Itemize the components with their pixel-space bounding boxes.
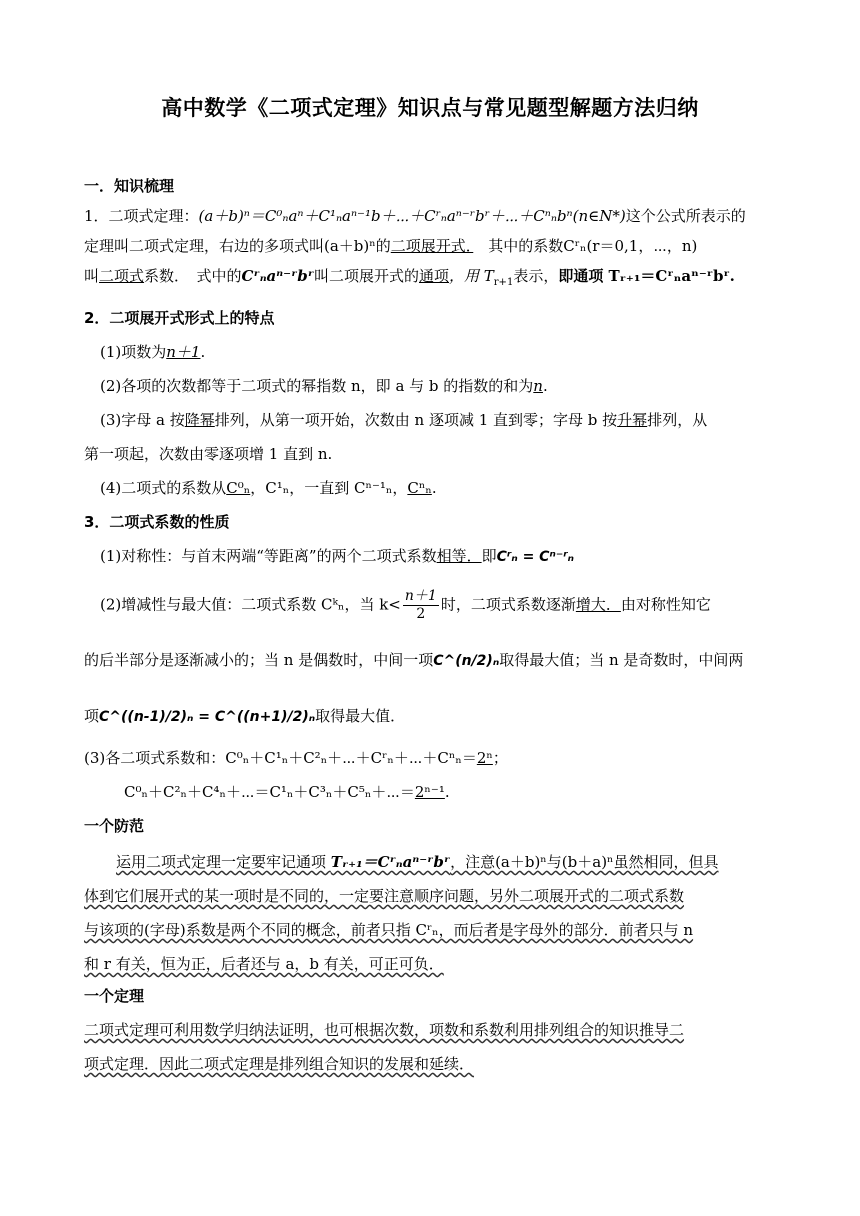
- feature-4-end: .: [431, 479, 437, 497]
- feature-2: [100, 376, 548, 396]
- section-heading-theorem: 一个定理: [84, 987, 145, 1005]
- middle-term-formula: C^(n/2)ₙ: [433, 653, 500, 669]
- binomial-theorem-line-1: [84, 206, 746, 226]
- feature-2-text: (2)各项的次数都等于二项式的幂指数 n，即 a 与 b 的指数的和为: [100, 377, 534, 395]
- item1-term-binomial: 二项式: [99, 267, 145, 285]
- property-1: [100, 546, 574, 567]
- property-3-text: (3)各二项式系数和：C⁰ₙ＋C¹ₙ＋C²ₙ＋⋯＋Cʳₙ＋⋯＋Cⁿₙ＝: [84, 749, 477, 767]
- binomial-theorem-line-2: [84, 236, 697, 256]
- feature-4-last: Cⁿₙ: [407, 479, 432, 497]
- feature-3-line-1: [100, 410, 707, 430]
- item1-line3-a: 叫: [84, 267, 100, 285]
- caution-general-term: Tᵣ₊₁＝Cʳₙaⁿ⁻ʳbʳ: [330, 853, 451, 871]
- feature-1-end: .: [200, 343, 206, 361]
- feature-3-text-c: 排列，从: [647, 411, 708, 429]
- property-3-line-2: [124, 782, 450, 802]
- binomial-formula: (a＋b)ⁿ＝C⁰ₙaⁿ＋C¹ₙaⁿ⁻¹b＋⋯＋Cʳₙaⁿ⁻ʳbʳ＋⋯＋Cⁿₙbⁿ(n∈N*): [198, 207, 626, 225]
- item1-line2-b: 其中的系数Cʳₙ(r＝0,1，⋯，n): [473, 237, 698, 255]
- theorem-line-2: 项式定理．因此二项式定理是排列组合知识的发展和延续．: [84, 1055, 475, 1073]
- feature-1: [100, 342, 205, 362]
- item1-label: 1．二项式定理：: [84, 207, 199, 225]
- property-1-equal: 相等．: [436, 547, 482, 565]
- caution-line-1: [116, 852, 719, 872]
- feature-4-text-a: (4)二项式的系数从: [100, 479, 227, 497]
- feature-1-text: (1)项数为: [100, 343, 167, 361]
- property-2-line-2: [84, 650, 743, 671]
- feature-4: [100, 478, 437, 498]
- feature-3-text-a: (3)字母 a 按: [100, 411, 185, 429]
- item1-general-term-formula: 即通项 Tᵣ₊₁＝Cʳₙaⁿ⁻ʳbʳ.: [558, 267, 735, 285]
- middle-two-terms-formula: C^((n-1)/2)ₙ = C^((n+1)/2)ₙ: [99, 709, 316, 725]
- feature-3-line-2: 第一项起，次数由零逐项增 1 直到 n.: [84, 445, 333, 463]
- property-2-increase: 增大．: [575, 595, 621, 614]
- property-3-line2-end: .: [444, 783, 450, 801]
- section-heading-knowledge: 一．知识梳理: [84, 177, 175, 195]
- caution-line-3: 与该项的(字母)系数是两个不同的概念，前者只指 Cʳₙ，而后者是字母外的部分．前者只与 n: [84, 921, 694, 939]
- section-heading-properties: 3．二项式系数的性质: [84, 513, 230, 531]
- caution-line-2: 体到它们展开式的某一项时是不同的，一定要注意顺序问题，另外二项展开式的二项式系数: [84, 887, 685, 905]
- property-3-half-sum: 2ⁿ⁻¹: [414, 783, 445, 801]
- property-2-text-a: (2)增减性与最大值：二项式系数 Cᵏₙ，当 k<: [100, 595, 401, 614]
- property-2-line2-b: 取得最大值；当 n 是奇数时，中间两: [499, 651, 744, 669]
- feature-4-first: C⁰ₙ: [226, 479, 251, 497]
- feature-3-descending: 降幂: [184, 411, 215, 429]
- property-3-sum: 2ⁿ: [476, 749, 493, 767]
- feature-3-text-b: 排列，从第一项开始，次数由 n 逐项减 1 直到零；字母 b 按: [214, 411, 618, 429]
- section-heading-features: 2．二项展开式形式上的特点: [84, 309, 275, 327]
- page-title: 高中数学《二项式定理》知识点与常见题型解题方法归纳: [161, 96, 699, 120]
- item1-line3-c: 叫二项展开式的: [313, 267, 419, 285]
- item1-tail: 这个公式所表示的: [625, 207, 746, 225]
- feature-1-value: n＋1: [166, 343, 201, 361]
- item1-general-term: Cʳₙaⁿ⁻ʳbʳ: [241, 267, 314, 285]
- item1-line2-a: 定理叫二项式定理，右边的多项式叫(a＋b)ⁿ的: [84, 237, 391, 255]
- property-2-line2-a: 的后半部分是逐渐减小的；当 n 是偶数时，中间一项: [84, 651, 434, 669]
- feature-2-value: n: [533, 377, 543, 395]
- property-2-line3-b: 取得最大值．: [315, 707, 406, 725]
- feature-4-text-b: ，C¹ₙ，一直到 Cⁿ⁻¹ₙ，: [250, 479, 408, 497]
- property-3-end: ；: [492, 749, 508, 767]
- fraction: [403, 588, 439, 623]
- property-2-text-b: 时，二项式系数逐渐: [440, 595, 576, 614]
- property-2-text-c: 由对称性知它: [620, 595, 711, 614]
- property-1-text-b: 即: [481, 547, 497, 565]
- symmetry-formula: Cʳₙ = Cⁿ⁻ʳₙ: [496, 549, 575, 565]
- property-3-line-1: [84, 748, 508, 768]
- caution-line-1-a: 运用二项式定理一定要牢记通项: [116, 853, 331, 871]
- theorem-line-1: 二项式定理可利用数学归纳法证明，也可根据次数，项数和系数利用排列组合的知识推导二: [84, 1021, 685, 1039]
- fraction-denominator: 2: [416, 606, 426, 622]
- property-3-line2-text: C⁰ₙ＋C²ₙ＋C⁴ₙ＋⋯＝C¹ₙ＋C³ₙ＋C⁵ₙ＋⋯＝: [124, 783, 415, 801]
- property-2-line-1: [100, 588, 711, 623]
- binomial-theorem-line-3: 叫二项式系数． 式中的Cʳₙaⁿ⁻ʳbʳ叫二项展开式的通项，用 $T_{r+1}$表示，即通项 Tᵣ₊₁＝Cʳₙaⁿ⁻ʳbʳ.: [84, 267, 735, 288]
- fraction-numerator: n＋1: [404, 588, 437, 604]
- caution-line-4: 和 r 有关，恒为正，后者还与 a，b 有关，可正可负．: [84, 955, 444, 973]
- property-1-text: (1)对称性：与首末两端“等距离”的两个二项式系数: [100, 547, 437, 565]
- item1-line3-e: 表示，: [513, 267, 559, 285]
- property-2-line-3: [84, 706, 405, 727]
- caution-line-1-b: ，注意(a＋b)ⁿ与(b＋a)ⁿ虽然相同，但具: [450, 853, 719, 871]
- feature-2-end: .: [542, 377, 548, 395]
- item1-line3-b: 系数． 式中的: [144, 267, 242, 285]
- section-heading-caution: 一个防范: [84, 817, 145, 835]
- item1-term-expansion: 二项展开式．: [390, 237, 474, 255]
- item1-line3-d: ，用 T: [449, 267, 494, 285]
- item1-term-general: 通项: [418, 267, 449, 285]
- feature-3-ascending: 升幂: [617, 411, 648, 429]
- property-2-line3-a: 项: [84, 707, 100, 725]
